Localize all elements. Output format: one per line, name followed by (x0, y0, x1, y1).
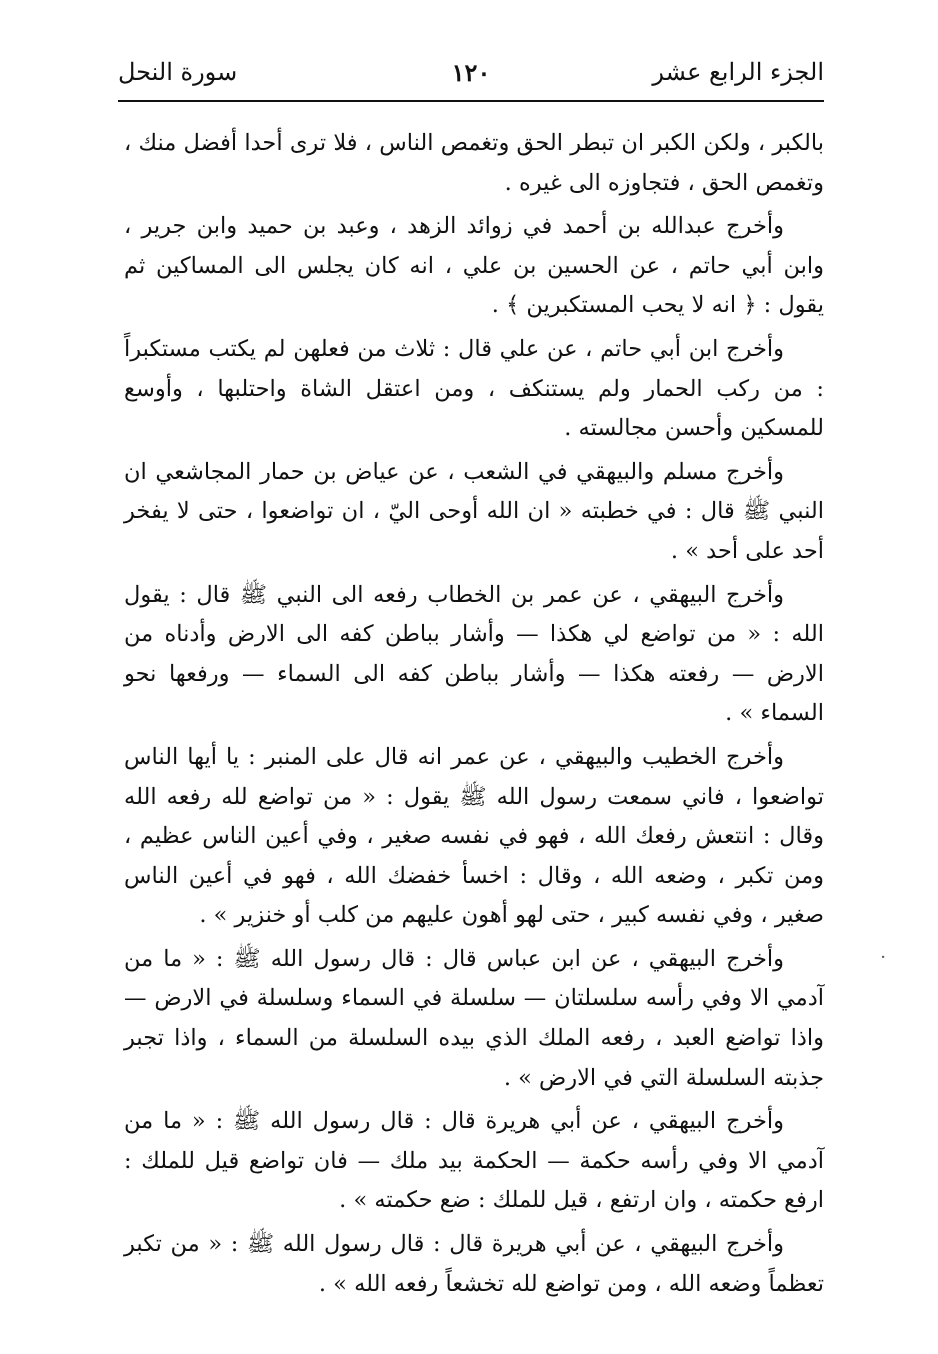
paragraph: وأخرج البيهقي ، عن أبي هريرة قال : قال رسول الله ﷺ : « من تكبر تعظماً وضعه الله ، ومن تواضع لله تخشعاً رفعه الله » . (124, 1231, 824, 1297)
juz-label: الجزء الرابع عشر (652, 58, 824, 86)
paragraph: وأخرج البيهقي ، عن عمر بن الخطاب رفعه الى النبي ﷺ قال : يقول الله : « من تواضع لي هكذا — وأشار بباطن كفه الى الارض وأدناه من الارض — رفعته هكذا — وأشار بباطن كفه الى السماء — ورفعها نحو السماء » . (124, 581, 824, 727)
paragraph: وأخرج البيهقي ، عن ابن عباس قال : قال رسول الله ﷺ : « ما من آدمي الا وفي رأسه سلسلتان — سلسلة في السماء وسلسلة في الارض — واذا تواضع العبد ، رفعه الملك الذي بيده السلسلة من السماء ، واذا تجبر جذبته السلسلة التي في الارض » . (124, 945, 824, 1091)
paragraph: وأخرج عبدالله بن أحمد في زوائد الزهد ، وعبد بن حميد وابن جرير ، وابن أبي حاتم ، عن الحسين بن علي ، انه كان يجلس الى المساكين ثم يقول : ﴿ انه لا يحب المستكبرين ﴾ . (124, 213, 824, 319)
paragraph: وأخرج البيهقي ، عن أبي هريرة قال : قال رسول الله ﷺ : « ما من آدمي الا وفي رأسه حكمة — الحكمة بيد ملك — فان تواضع قيل للملك : ارفع حكمته ، وان ارتفع ، قيل للملك : ضع حكمته » . (124, 1108, 824, 1214)
surah-label: سورة النحل (118, 58, 238, 86)
paragraph: وأخرج الخطيب والبيهقي ، عن عمر انه قال على المنبر : يا أيها الناس تواضعوا ، فاني سمعت رسول الله ﷺ يقول : « من تواضع لله رفعه الله وقال : انتعش رفعك الله ، فهو في نفسه صغير ، وفي أعين الناس عظيم ، ومن تكبر ، وضعه الله ، وقال : اخسأ خفضك الله ، فهو في أعين الناس صغير ، وفي نفسه كبير ، حتى لهو أهون عليهم من كلب أو خنزير » . (124, 743, 824, 929)
page-number: ١٢٠ (451, 58, 491, 87)
paragraph: وأخرج مسلم والبيهقي في الشعب ، عن عياض بن حمار المجاشعي ان النبي ﷺ قال : في خطبته « ان الله أوحى اليّ ، ان تواضعوا ، حتى لا يفخر أحد على أحد » . (124, 458, 824, 564)
margin-mark: · (880, 947, 886, 968)
paragraph: وأخرج ابن أبي حاتم ، عن علي قال : ثلاث من فعلهن لم يكتب مستكبراً : من ركب الحمار ولم يستنكف ، ومن اعتقل الشاة واحتلبها ، وأوسع للمسكين وأحسن مجالسته . (124, 335, 824, 442)
page-body (124, 124, 824, 1297)
header-rule (118, 100, 824, 102)
paragraph-continuation: بالكبر ، ولكن الكبر ان تبطر الحق وتغمص الناس ، فلا ترى أحدا أفضل منك ، وتغمص الحق ، فتجاوزه الى غيره . (124, 130, 824, 196)
running-header (118, 52, 824, 92)
